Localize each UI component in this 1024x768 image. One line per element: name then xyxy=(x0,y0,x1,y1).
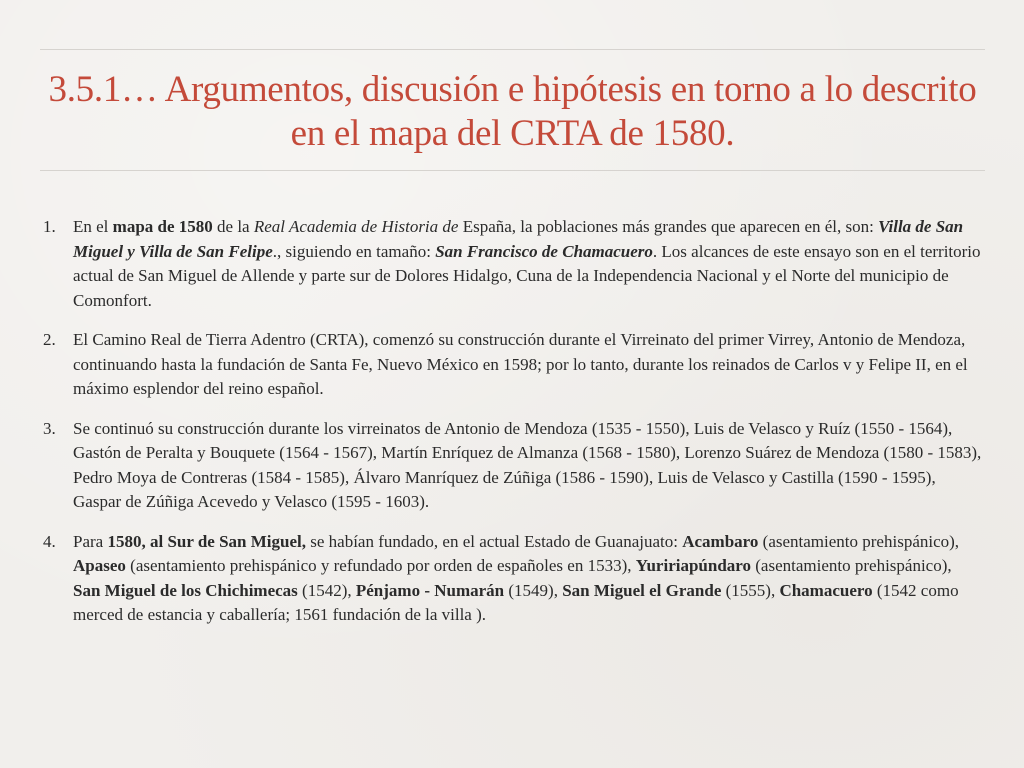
list-item-text xyxy=(73,532,959,625)
text-segment: (asentamiento prehispánico y refundado por orden de españoles en 1533), xyxy=(125,556,636,575)
text-segment: ., siguiendo en tamaño: xyxy=(272,241,436,261)
list-item-text xyxy=(73,217,981,310)
text-segment: Real Academia de Historia de xyxy=(253,217,459,236)
text-segment: España, la poblaciones más grandes que aparecen en él, son: xyxy=(458,217,879,236)
numbered-list xyxy=(43,215,983,643)
list-number: 2. xyxy=(43,330,56,349)
slide-title xyxy=(40,68,985,156)
text-segment: (1555), xyxy=(721,580,780,600)
list-item xyxy=(43,328,983,402)
text-segment: Para xyxy=(73,531,108,551)
text-segment: (1549), xyxy=(504,580,563,600)
list-number: 3. xyxy=(43,418,56,438)
text-segment: 1580, al Sur de San Miguel, xyxy=(107,531,306,551)
text-segment: se habían fundado, en el actual Estado de Guanajuato: xyxy=(306,531,683,551)
title-line-2: en el mapa del CRTA de 1580. xyxy=(290,113,735,154)
text-segment: . Los alcances de este ensayo son en el territorio actual de San Miguel de Allende y parte sur de Dolores Hidalgo, Cuna de la Independencia Nacional y el Norte del municipio de Comonfort. xyxy=(73,241,981,310)
text-segment: (1542 como merced de estancia y caballería; 1561 fundación de la villa ). xyxy=(73,580,959,624)
bottom-divider xyxy=(40,170,985,171)
text-segment: Acambaro xyxy=(682,531,759,551)
text-segment: San Miguel de los Chichimecas xyxy=(73,580,298,600)
text-segment: Chamacuero xyxy=(779,580,873,600)
text-segment: Pénjamo - Numarán xyxy=(355,580,505,600)
list-number: 4. xyxy=(43,531,56,551)
text-segment: San Francisco de Chamacuero xyxy=(435,241,653,261)
text-segment: (asentamiento prehispánico), xyxy=(758,531,960,551)
text-segment: (asentamiento prehispánico), xyxy=(751,556,952,575)
list-item xyxy=(43,530,983,628)
text-segment: Yuririapúndaro xyxy=(635,556,752,575)
text-segment: de la xyxy=(212,217,254,236)
title-line-1: 3.5.1… Argumentos, discusión e hipótesis en torno a lo descrito xyxy=(48,69,977,110)
text-segment: En el xyxy=(73,217,113,236)
text-segment: San Miguel el Grande xyxy=(562,580,722,600)
top-divider xyxy=(40,49,985,50)
list-item-text xyxy=(73,419,981,512)
text-segment: (1542), xyxy=(297,580,356,600)
text-segment: El Camino Real de Tierra Adentro (CRTA), comenzó su construcción durante el Virreinato del primer Virrey, Antonio de Mendoza, continuando hasta la fundación de Santa Fe, Nuevo México en 1598; por lo tanto, durante los reinados de Carlos v y Felipe II, en el máximo esplendor del reino español. xyxy=(73,330,968,398)
list-item xyxy=(43,215,983,313)
text-segment: Apaseo xyxy=(73,556,126,575)
text-segment: Se continuó su construcción durante los virreinatos de Antonio de Mendoza (1535 - 1550), Luis de Velasco y Ruíz (1550 - 1564), Gastón de Peralta y Bouquete (1564 - 1567), Martín Enríquez de Almanza (1568 - 1580), Lorenzo Suárez de Mendoza (1580 - 1583), Pedro Moya de Contreras (1584 - 1585), Álvaro Manríquez de Zúñiga (1586 - 1590), Luis de Velasco y Castilla (1590 - 1595), Gaspar de Zúñiga Acevedo y Velasco (1595 - 1603). xyxy=(73,418,982,511)
text-segment: mapa de 1580 xyxy=(112,217,213,236)
list-item-text xyxy=(73,330,968,398)
list-number: 1. xyxy=(43,217,56,236)
text-segment: Villa de San Miguel y Villa de San Felipe xyxy=(73,217,964,261)
list-item xyxy=(43,417,983,515)
